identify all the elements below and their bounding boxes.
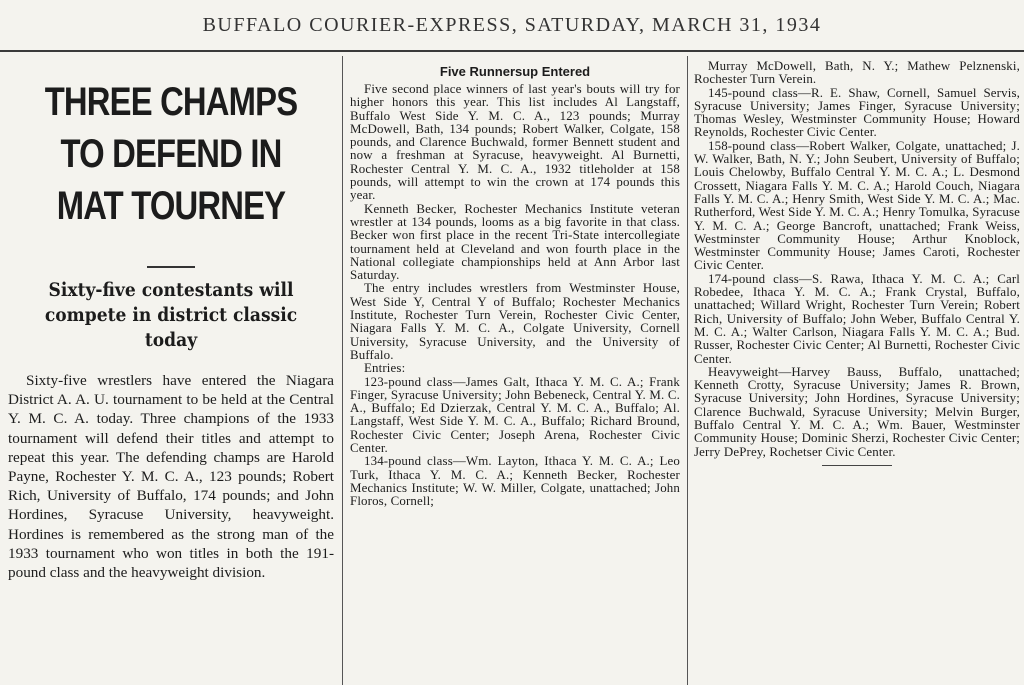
paragraph: Kenneth Becker, Rochester Mechanics Institute veteran wrestler at 134 pounds, looms as a big favorite in that class. Becker won first place in the recent Tri-State intercollegiate tournament held at Cleveland and won fourth place in the National collegiate championships held at Ann Arbor last Saturday.: [350, 201, 680, 283]
section-subhead: Five Runnersup Entered: [439, 64, 591, 79]
column-three: [694, 56, 1020, 685]
column-rule-left: [342, 56, 343, 685]
column-two: [350, 56, 680, 685]
deck-subheadline: Sixty-five contestants will compete in district classic today: [44, 279, 298, 351]
paragraph: 123-pound class—James Galt, Ithaca Y. M. C. A.; Frank Finger, Syracuse University; John Bebeneck, Central Y. M. C. A., Buffalo; Ed Dzierzak, Central Y. M. C. A., Buffalo; Al. Langstaff, West Side Y. M. C. A., Buffalo; Richard Bround, Rochester Civic Center; Joseph Arena, Rochester Civic Center.: [350, 374, 680, 456]
lead-article-body: [8, 371, 334, 582]
column-rule-right: [687, 56, 688, 685]
paragraph: 174-pound class—S. Rawa, Ithaca Y. M. C. A.; Carl Robedee, Ithaca Y. M. C. A.; Frank Crystal, Buffalo, unattached; Willard Wright, Rochester Turn Verein; Robert Rich, University of Buffalo; John Weber, Buffalo Central Y. M. C. A.; Walter Carlson, Niagara Falls Y. M. C. A.; Bud. Russer, Rochester Civic Center; Al Burnetti, Rochester Civic Center.: [694, 271, 1020, 366]
headline-divider: [147, 266, 195, 268]
article-end-rule: [822, 465, 892, 466]
paragraph: 145-pound class—R. E. Shaw, Cornell, Samuel Servis, Syracuse University; James Finger, Syracuse University; Thomas Wesley, Westminster Community House; Howard Reynolds, Rochester Civic Center.: [694, 85, 1020, 140]
paragraph: The entry includes wrestlers from Westminster House, West Side Y, Central Y of Buffalo; Rochester Mechanics Institute, Rochester Turn Verein, Rochester Civic Center, Niagara Falls Y. M. C. A., Colgate University, Cornell University, Syracuse University, and the University of Buffalo.: [350, 281, 680, 362]
column-three-body: [694, 60, 1020, 459]
paragraph: Murray McDowell, Bath, N. Y.; Mathew Pelznenski, Rochester Turn Verein.: [694, 59, 1020, 87]
headline: THREE CHAMPS TO DEFEND IN MAT TOURNEY: [44, 80, 298, 228]
masthead-rule: [0, 50, 1024, 52]
paragraph: 134-pound class—Wm. Layton, Ithaca Y. M. C. A.; Leo Turk, Ithaca Y. M. C. A.; Kenneth Becker, Rochester Mechanics Institute; W. W. Miller, Colgate, unattached; John Floros, Cornell;: [350, 454, 680, 509]
masthead: BUFFALO COURIER-EXPRESS, SATURDAY, MARCH 31, 1934: [202, 14, 822, 36]
column-one: [8, 56, 334, 685]
paragraph: 158-pound class—Robert Walker, Colgate, unattached; J. W. Walker, Bath, N. Y.; John Seubert, University of Buffalo; Louis Chelowby, Buffalo Central Y. M. C. A.; L. Desmond Crossett, Niagara Falls Y. M. C. A.; Harold Couch, Niagara Falls Y. M. C. A.; Henry Smith, West Side Y. M. C. A.; Mac. Rutherford, West Side Y. M. C. A.; Henry Tomulka, Syracuse Y. M. C. A.; George Bancroft, unattached; Frank Weiss, Westminster Community House; Arthur Knoblock, Westminster Community House; James Caroti, Rochester Civic Center.: [694, 138, 1020, 273]
paragraph: Five second place winners of last year's bouts will try for higher honors this year. This list includes Al Langstaff, Buffalo West Side Y. M. C. A., 123 pounds; Murray McDowell, Bath, 134 pounds; Robert Walker, Colgate, 158 pounds, and Clarence Buchwald, former Bennett student and now a freshman at Syracuse, heavyweight. Al Burnetti, Rochester Central Y. M. C. A., 1932 titleholder at 158 pounds, will attempt to win the crown at 174 pounds this year.: [350, 82, 680, 203]
paragraph: Heavyweight—Harvey Bauss, Buffalo, unattached; Kenneth Crotty, Syracuse University; James R. Brown, Syracuse University; John Hordines, Syracuse University; Clarence Buchwald, Syracuse University; Melvin Burger, Buffalo Central Y. M. C. A.; Wm. Bauer, Westminster Community House; Dominic Sherzi, Rochester Civic Center; Jerry DePrey, Rochetser Civic Center.: [694, 364, 1020, 459]
lead-paragraph: Sixty-five wrestlers have entered the Niagara District A. A. U. tournament to be held at the Central Y. M. C. A. today. Three champions of the 1933 tournament will defend their titles and attempt to repeat this year. The defending champs are Harold Payne, Rochester Y. M. C. A., 123 pounds; Robert Rich, University of Buffalo, 174 pounds; and John Hordines, Syracuse University, heavyweight. Hordines is remembered as the strong man of the 1933 tournament who won titles in both the 191-pound class and the heavyweight division.: [8, 372, 334, 582]
paragraph: Entries:: [364, 361, 406, 376]
column-two-body: [350, 83, 680, 509]
